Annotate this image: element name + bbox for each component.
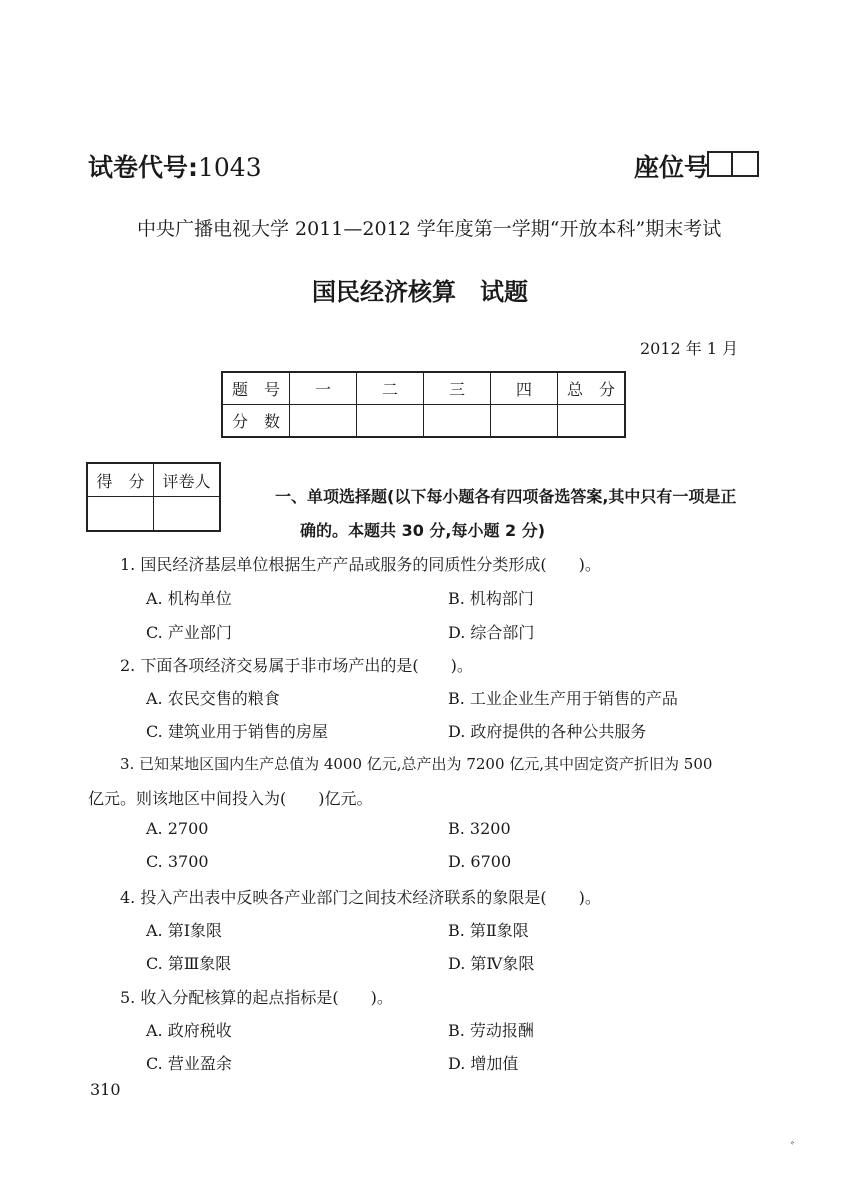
score-table-header-item: 一	[290, 372, 357, 405]
option-3a: A. 2700	[146, 819, 209, 838]
exam-code	[88, 148, 262, 184]
seat-box-2	[733, 151, 759, 177]
option-3b: B. 3200	[448, 819, 511, 838]
option-4b: B. 第Ⅱ象限	[448, 921, 529, 940]
question-5: 5. 收入分配核算的起点指标是( )。	[120, 988, 393, 1007]
seat-number-label: 座位号	[634, 153, 710, 182]
grader-name-cell	[154, 497, 221, 532]
score-table	[221, 371, 626, 438]
exam-title: 中央广播电视大学 2011—2012 学年度第一学期“开放本科”期末考试	[137, 218, 722, 240]
score-cell	[290, 405, 357, 438]
option-1d: D. 综合部门	[448, 623, 535, 642]
seat-number-boxes	[707, 151, 759, 177]
option-3d: D. 6700	[448, 852, 512, 871]
score-cell	[491, 405, 558, 438]
question-3-continued: 亿元。则该地区中间投入为( )亿元。	[88, 789, 373, 808]
option-5c: C. 营业盈余	[146, 1054, 232, 1073]
question-4: 4. 投入产出表中反映各产业部门之间技术经济联系的象限是( )。	[120, 888, 601, 907]
score-cell	[424, 405, 491, 438]
option-2b: B. 工业企业生产用于销售的产品	[448, 689, 678, 708]
option-5b: B. 劳动报酬	[448, 1021, 534, 1040]
grader-name-label: 评卷人	[154, 463, 221, 497]
option-2d: D. 政府提供的各种公共服务	[448, 722, 647, 741]
exam-code-value: 1043	[198, 153, 262, 182]
score-table-header-item: 四	[491, 372, 558, 405]
score-table-header-item: 二	[357, 372, 424, 405]
score-table-row-label: 分 数	[222, 405, 290, 438]
grader-score-label: 得 分	[87, 463, 154, 497]
option-1b: B. 机构部门	[448, 589, 534, 608]
option-4c: C. 第Ⅲ象限	[146, 954, 232, 973]
score-table-header-item: 总 分	[558, 372, 626, 405]
section-heading-line2: 确的。本题共 30 分,每小题 2 分)	[300, 521, 546, 540]
score-table-header-item: 三	[424, 372, 491, 405]
option-2a: A. 农民交售的粮食	[146, 689, 280, 708]
option-1a: A. 机构单位	[146, 589, 232, 608]
exam-date: 2012 年 1 月	[640, 339, 739, 358]
option-1c: C. 产业部门	[146, 623, 232, 642]
question-2: 2. 下面各项经济交易属于非市场产出的是( )。	[120, 656, 473, 675]
option-5d: D. 增加值	[448, 1054, 519, 1073]
option-2c: C. 建筑业用于销售的房屋	[146, 722, 328, 741]
option-4a: A. 第Ⅰ象限	[146, 921, 223, 940]
score-cell	[558, 405, 626, 438]
subject-title: 国民经济核算 试题	[312, 278, 528, 306]
option-4d: D. 第Ⅳ象限	[448, 954, 535, 973]
score-table-header-item: 题 号	[222, 372, 290, 405]
score-cell	[357, 405, 424, 438]
question-1: 1. 国民经济基层单位根据生产产品或服务的同质性分类形成( )。	[120, 555, 601, 574]
page-number: 310	[90, 1080, 121, 1099]
section-heading-line1: 一、单项选择题(以下每小题各有四项备选答案,其中只有一项是正	[275, 487, 737, 506]
option-3c: C. 3700	[146, 852, 209, 871]
question-3: 3. 已知某地区国内生产总值为 4000 亿元,总产出为 7200 亿元,其中固定资产折旧为 500	[120, 755, 713, 773]
seat-box-1	[707, 151, 733, 177]
exam-code-label: 试卷代号:	[88, 153, 198, 182]
scan-corner-mark: ﾞ	[790, 1141, 797, 1157]
option-5a: A. 政府税收	[146, 1021, 232, 1040]
grader-score-cell	[87, 497, 154, 532]
grader-table	[86, 462, 221, 532]
